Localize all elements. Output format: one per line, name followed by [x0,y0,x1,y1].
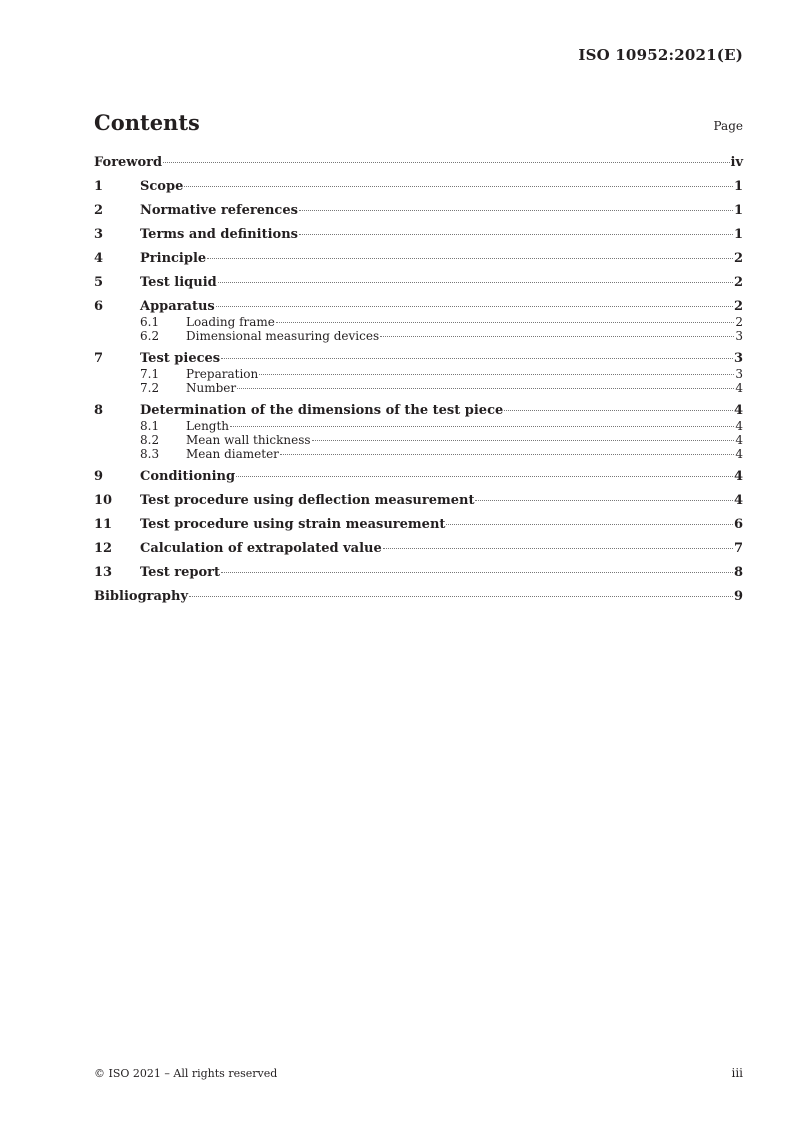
toc-entry-page: 3 [735,367,743,381]
toc-entry-page: 6 [733,517,743,532]
toc-entry-page: 4 [735,433,743,447]
toc-entry-title: Preparation [186,367,259,381]
dot-leader [236,476,733,477]
dot-leader [383,548,733,549]
dot-leader [216,306,733,307]
toc-entry-page: iv [730,155,743,170]
toc-entry-title: Test report [140,565,221,580]
dot-leader [299,210,733,211]
toc-entry-page: 3 [735,329,743,343]
toc-entry-title: Mean diameter [186,447,279,461]
toc-entry-page: 1 [733,179,743,194]
toc-entry-title: Scope [140,179,184,194]
toc-entry-page: 2 [733,251,743,266]
dot-leader [299,234,733,235]
dot-leader [189,596,733,597]
toc-subentry-number: 7.1 [140,367,160,381]
toc-entry-page: 7 [733,541,743,556]
toc-entry-title: Mean wall thickness [186,433,311,447]
toc-entry-number: 6 [94,299,104,314]
toc-subentry[interactable] [94,329,743,343]
toc-subentry-number-wrap [94,419,186,433]
toc-entry[interactable] [94,469,743,485]
toc-subentry-number: 7.2 [140,381,160,395]
dot-leader [163,162,729,163]
dot-leader [218,282,733,283]
toc-subentry-number-wrap [94,367,186,381]
table-of-contents [94,155,743,605]
toc-entry-title: Bibliography [94,589,189,604]
toc-subentry-number-wrap [94,329,186,343]
dot-leader [446,524,733,525]
toc-entry-title: Apparatus [140,299,215,314]
toc-entry-page: 2 [733,299,743,314]
toc-subentry[interactable] [94,381,743,395]
toc-entry-number: 3 [94,227,104,242]
page-column-label: Page [713,119,743,133]
toc-subentry-number: 8.3 [140,447,160,461]
toc-entry-page: 4 [733,469,743,484]
toc-entry-number: 13 [94,565,113,580]
toc-entry-page: 8 [733,565,743,580]
toc-subentry-number: 6.2 [140,329,160,343]
dot-leader [207,258,733,259]
toc-entry[interactable] [94,493,743,509]
toc-entry[interactable] [94,541,743,557]
toc-entry[interactable] [94,565,743,581]
contents-title: Contents [94,110,200,135]
dot-leader [237,388,734,389]
toc-subentry-number: 8.1 [140,419,160,433]
toc-entry[interactable] [94,251,743,267]
toc-entry-page: 3 [733,351,743,366]
toc-entry-number: 7 [94,351,104,366]
dot-leader [312,440,735,441]
toc-entry-title: Test pieces [140,351,221,366]
footer-copyright: © ISO 2021 – All rights reserved [94,1067,278,1080]
toc-subentry-number-wrap [94,381,186,395]
toc-subentry-number: 8.2 [140,433,160,447]
toc-subentry-number-wrap [94,447,186,461]
toc-entry[interactable] [94,155,743,171]
toc-entry-page: 4 [735,419,743,433]
toc-entry-number: 5 [94,275,104,290]
toc-entry-title: Normative references [140,203,298,218]
dot-leader [221,358,733,359]
toc-entry-number: 10 [94,493,113,508]
toc-entry-page: 4 [735,381,743,395]
dot-leader [259,374,734,375]
toc-entry-title: Length [186,419,230,433]
toc-entry-title: Determination of the dimensions of the test piece [140,403,504,418]
toc-entry[interactable] [94,275,743,291]
toc-entry-page: 4 [735,447,743,461]
toc-entry-page: 2 [735,315,743,329]
toc-entry[interactable] [94,203,743,219]
toc-entry-title: Principle [140,251,207,266]
toc-entry[interactable] [94,299,743,315]
toc-entry-title: Loading frame [186,315,275,329]
footer-page-number: iii [731,1066,743,1080]
toc-entry-title: Conditioning [140,469,236,484]
dot-leader [230,426,734,427]
toc-entry-title: Test procedure using strain measurement [140,517,446,532]
dot-leader [221,572,733,573]
toc-entry-page: 4 [733,493,743,508]
toc-entry-title: Test liquid [140,275,217,290]
toc-entry-page: 1 [733,203,743,218]
toc-entry-number: 1 [94,179,104,194]
document-code: ISO 10952:2021(E) [578,46,743,64]
toc-entry[interactable] [94,227,743,243]
toc-entry[interactable] [94,179,743,195]
toc-entry-number: 8 [94,403,104,418]
toc-entry-title: Number [186,381,237,395]
toc-subentry-number-wrap [94,433,186,447]
toc-entry-title: Terms and definitions [140,227,298,242]
toc-entry-page: 1 [733,227,743,242]
toc-entry-page: 9 [733,589,743,604]
toc-subentry[interactable] [94,419,743,433]
toc-subentry[interactable] [94,315,743,329]
toc-subentry-number: 6.1 [140,315,160,329]
toc-subentry[interactable] [94,367,743,381]
dot-leader [184,186,733,187]
toc-entry-title: Test procedure using deflection measurement [140,493,475,508]
toc-entry-title: Dimensional measuring devices [186,329,380,343]
toc-entry[interactable] [94,351,743,367]
toc-entry-number: 2 [94,203,104,218]
toc-entry[interactable] [94,589,743,605]
toc-subentry[interactable] [94,447,743,461]
toc-subentry-number-wrap [94,315,186,329]
toc-entry-page: 4 [733,403,743,418]
toc-entry-page: 2 [733,275,743,290]
toc-entry-number: 4 [94,251,104,266]
toc-entry-title: Foreword [94,155,163,170]
toc-subentry[interactable] [94,433,743,447]
dot-leader [380,336,734,337]
dot-leader [504,410,733,411]
dot-leader [280,454,734,455]
toc-entry[interactable] [94,403,743,419]
toc-entry-title: Calculation of extrapolated value [140,541,382,556]
dot-leader [475,500,732,501]
toc-entry-number: 12 [94,541,113,556]
toc-entry-number: 9 [94,469,104,484]
dot-leader [276,322,734,323]
toc-entry[interactable] [94,517,743,533]
toc-entry-number: 11 [94,517,113,532]
